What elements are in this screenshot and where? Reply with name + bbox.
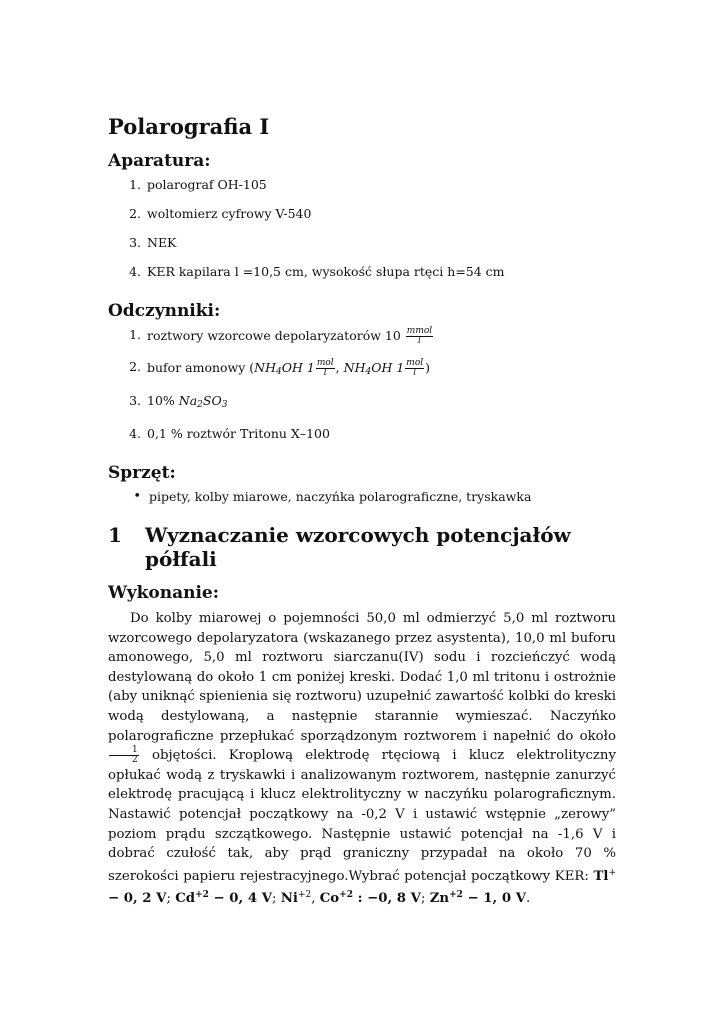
list-item (108, 359, 616, 380)
item-text: pipety, kolby miarowe, naczyńka polarograficzne, tryskawka (149, 489, 532, 504)
procedure-paragraph: Do kolby miarowej o pojemności 50,0 ml odmierzyć 5,0 ml roztworu wzorcowego depolaryzatora (wskazanego przez asystenta), 10,0 ml buforu amonowego, 5,0 ml roztworu siarczanu(IV) sodu i rozcieńczyć wodą destylowaną do około 1 cm poniżej kreski. Dodać 1,0 ml tritonu i ostrożnie (aby uniknąć spienienia się roztworu) uzupełnić zawartość kolbki do kreski wodą destylowaną, a następnie starannie wymieszać. Naczyńko polarograficzne przepłukać sporządzonym roztworem i napełnić do około $\frac{1}{2}$ objętości. Kroplową elektrodę rtęciową i klucz elektrolityczny opłukać wodą z tryskawki i analizowanym roztworem, następnie zanurzyć elektrodę pracującą i klucz elektrolityczny w naczyńku polarograficznym. Nastawić potencjał początkowy na -0,2 V i ustawić wstępnie „zerowy” poziom prądu szczątkowego. Następnie ustawić potencjał na -1,6 V i dobrać czułość tak, aby prąd graniczny przypadał na około 70 % szerokości papieru rejestracyjnego.Wybrać potencjał początkowy KER: Tl+ − 0, 2 V; $Cd^{+2} - 0$, 4 V; $Ni^{+2}$, $Co^{+2}$ : −0, 8 V; $Zn^{+2} - 1$, 0 V. (108, 611, 617, 907)
odczynniki-list (108, 327, 616, 442)
item-number: 1. (129, 327, 141, 342)
list-item (108, 327, 616, 346)
list-item (108, 177, 616, 193)
bullet-icon: • (133, 489, 141, 504)
section-title (108, 523, 616, 571)
item-number: 4. (129, 264, 141, 279)
list-item (108, 393, 616, 413)
half-fraction: $\frac{1}{2}$ (109, 746, 139, 765)
aparatura-heading: Aparatura: (108, 151, 211, 171)
document-content (108, 114, 616, 909)
item-text: polarograf OH-105 (147, 177, 267, 192)
item-text: woltomierz cyfrowy V-540 (147, 206, 312, 221)
fraction: $\frac{\text{mol}}{l}$ (316, 358, 334, 378)
item-text: 0,1 % roztwór Tritonu X–100 (147, 426, 330, 441)
item-number: 1. (129, 177, 141, 192)
sprzet-list (108, 489, 616, 505)
item-text: NEK (147, 235, 177, 250)
odczynniki-heading: Odczynniki: (108, 301, 221, 321)
list-item (108, 206, 616, 222)
list-item (108, 235, 616, 251)
item-text: bufor amonowy ($NH_4OH$ 1 $\frac{\text{mol}}{l}$ , $NH_4OH$ 1 $\frac{\text{mol}}{l}$ ) (147, 358, 431, 378)
item-number: 2. (129, 359, 141, 374)
item-text: roztwory wzorcowe depolaryzatorów 10 $\frac{\text{mmol}}{l}$ (147, 326, 433, 346)
item-text: KER kapilara l =10,5 cm, wysokość słupa rtęci h=54 cm (147, 264, 505, 279)
item-number: 3. (129, 235, 141, 250)
sprzet-heading: Sprzęt: (108, 463, 176, 483)
fraction: $\frac{\text{mmol}}{l}$ (406, 326, 433, 346)
page-title: Polarografia I (108, 114, 270, 139)
section-title-text: Wyznaczanie wzorcowych potencjałów półfali (145, 523, 571, 571)
item-number: 2. (129, 206, 141, 221)
list-item (108, 426, 616, 442)
list-item (108, 264, 616, 280)
fraction: $\frac{\text{mol}}{l}$ (406, 358, 424, 378)
wykonanie-heading: Wykonanie: (108, 583, 219, 603)
list-item (108, 489, 616, 505)
aparatura-list (108, 177, 616, 280)
item-number: 4. (129, 426, 141, 441)
item-text: 10% $Na_2SO_3$ (147, 393, 228, 410)
section-number: 1 (108, 523, 122, 547)
item-number: 3. (129, 393, 141, 408)
